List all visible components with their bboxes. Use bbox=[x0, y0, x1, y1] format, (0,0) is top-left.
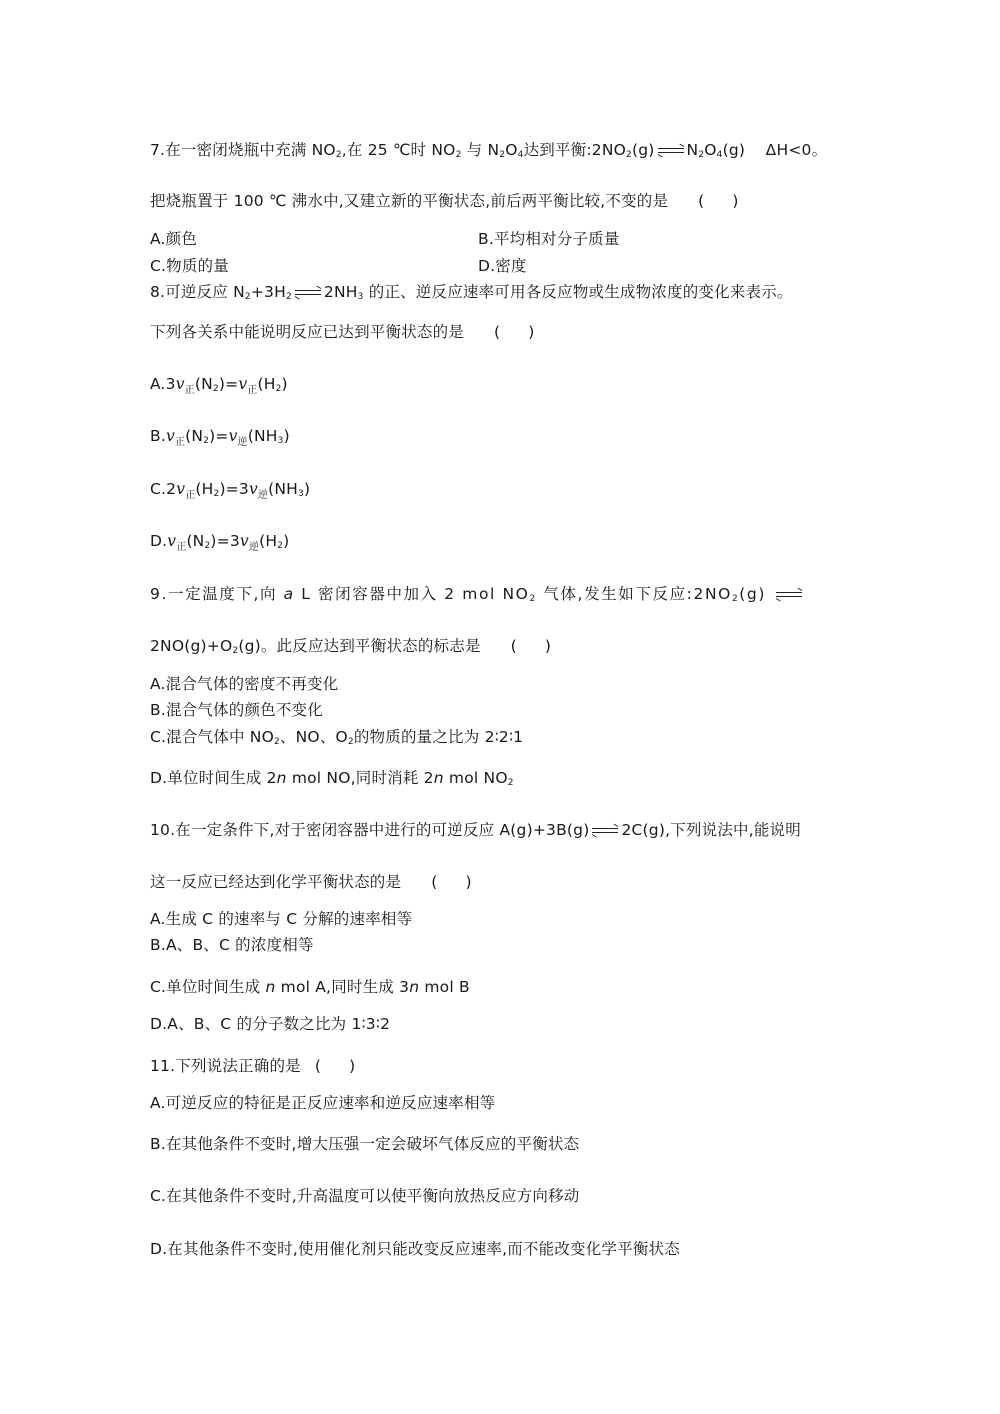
paren: ) bbox=[544, 637, 552, 655]
paren: ( bbox=[314, 1057, 322, 1075]
text: C.单位时间生成 bbox=[150, 978, 266, 996]
text: mol NO,同时消耗 2 bbox=[286, 769, 434, 787]
text: 2NO(g)+O bbox=[150, 637, 233, 655]
rate-symbol: v bbox=[165, 427, 175, 445]
subscript: 4 bbox=[517, 150, 524, 160]
q8-option-d[interactable] bbox=[150, 531, 289, 558]
text: D.A、B、C 的分子数之比为 1∶3∶2 bbox=[150, 1015, 391, 1033]
text: A.混合气体的密度不再变化 bbox=[150, 675, 339, 693]
text: (N bbox=[185, 427, 204, 445]
subscript: 2 bbox=[347, 737, 354, 747]
q9-stem-line1 bbox=[150, 584, 805, 609]
subscript: 3 bbox=[298, 489, 304, 499]
subscript: 2 bbox=[232, 646, 239, 656]
subscript: 2 bbox=[204, 541, 211, 551]
text: ) bbox=[283, 532, 290, 550]
equilibrium-arrow-icon bbox=[293, 288, 323, 298]
q7-stem-line1 bbox=[150, 140, 827, 165]
answer-blank[interactable] bbox=[698, 191, 739, 211]
q8-option-a[interactable] bbox=[150, 374, 288, 401]
subscript: 正 bbox=[247, 385, 258, 396]
text: (NH bbox=[247, 427, 278, 445]
text: ) bbox=[303, 480, 311, 498]
subscript: 2 bbox=[455, 150, 462, 160]
variable: n bbox=[433, 769, 444, 787]
text: 、NO、O bbox=[279, 728, 348, 746]
rate-symbol: v bbox=[176, 480, 186, 498]
q11-option-a[interactable] bbox=[150, 1093, 495, 1113]
equilibrium-arrow-icon bbox=[590, 826, 620, 836]
subscript: 逆 bbox=[248, 542, 260, 553]
text: A.生成 C 的速率与 C 分解的速率相等 bbox=[150, 910, 413, 928]
q10-option-b[interactable] bbox=[150, 935, 314, 955]
subscript: 2 bbox=[213, 489, 220, 499]
answer-blank[interactable] bbox=[494, 322, 535, 342]
subscript: 逆 bbox=[237, 437, 248, 448]
subscript: 正 bbox=[174, 437, 186, 448]
text: D.在其他条件不变时,使用催化剂只能改变反应速率,而不能改变化学平衡状态 bbox=[150, 1240, 680, 1258]
text: 与 N bbox=[461, 141, 500, 159]
subscript: 正 bbox=[184, 385, 195, 396]
paren: ( bbox=[494, 323, 501, 341]
text: 的正、逆反应速率可用各反应物或生成物浓度的变化来表示。 bbox=[363, 283, 793, 301]
text: 8.可逆反应 N bbox=[150, 283, 245, 301]
subscript: 2 bbox=[626, 150, 632, 160]
q8-option-b[interactable] bbox=[150, 426, 290, 453]
text: (g)。此反应达到平衡状态的标志是 bbox=[238, 637, 481, 655]
q10-option-d[interactable] bbox=[150, 1014, 390, 1034]
variable: n bbox=[265, 978, 276, 996]
text: B. bbox=[150, 427, 166, 445]
text: C.在其他条件不变时,升高温度可以使平衡向放热反应方向移动 bbox=[150, 1187, 580, 1205]
rate-symbol: v bbox=[239, 532, 249, 550]
text: (N bbox=[186, 532, 205, 550]
q7-option-c[interactable]: C.物质的量 bbox=[150, 257, 229, 275]
paren: ) bbox=[528, 323, 535, 341]
text: )= bbox=[209, 427, 229, 445]
paren: ( bbox=[698, 192, 705, 210]
text: )=3 bbox=[219, 480, 249, 498]
paren: ) bbox=[349, 1057, 356, 1075]
text: D.单位时间生成 2 bbox=[150, 769, 277, 787]
paren: ) bbox=[465, 873, 472, 891]
text: 9.一定温度下,向 bbox=[150, 585, 284, 603]
text: A.3 bbox=[150, 375, 176, 393]
text: ) bbox=[283, 427, 290, 445]
subscript: 2 bbox=[273, 737, 280, 747]
subscript: 2 bbox=[212, 384, 219, 394]
subscript: 2 bbox=[731, 594, 740, 604]
text: (g) bbox=[631, 141, 655, 159]
q11-option-c[interactable] bbox=[150, 1186, 579, 1206]
text: O bbox=[505, 141, 518, 159]
text: 2NH bbox=[323, 283, 358, 301]
text: (N bbox=[194, 375, 213, 393]
q11-option-d[interactable] bbox=[150, 1239, 680, 1259]
q7-option-b[interactable]: B.平均相对分子质量 bbox=[478, 230, 620, 248]
subscript: 2 bbox=[285, 292, 292, 302]
paren: ( bbox=[510, 637, 517, 655]
q9-stem-line2 bbox=[150, 636, 551, 661]
rate-symbol: v bbox=[248, 480, 258, 498]
text: 这一反应已经达到化学平衡状态的是 bbox=[150, 873, 402, 891]
rate-symbol: v bbox=[167, 532, 177, 550]
text: )= bbox=[218, 375, 239, 393]
subscript: 2 bbox=[244, 292, 251, 302]
q7-stem-line2 bbox=[150, 191, 739, 211]
text: 7.在一密闭烧瓶中充满 NO bbox=[150, 141, 336, 159]
subscript: 逆 bbox=[257, 490, 269, 501]
rate-symbol: v bbox=[175, 375, 185, 393]
q9-option-b[interactable] bbox=[150, 700, 323, 720]
paren: ( bbox=[431, 873, 438, 891]
subscript: 2 bbox=[203, 436, 210, 446]
text: +3H bbox=[250, 283, 286, 301]
q9-option-c[interactable] bbox=[150, 727, 523, 752]
text: C.混合气体中 NO bbox=[150, 728, 274, 746]
q9-option-a[interactable] bbox=[150, 674, 338, 694]
equilibrium-arrow-icon bbox=[774, 590, 804, 600]
text: C.2 bbox=[150, 480, 177, 498]
text: O bbox=[704, 141, 717, 159]
text: L 密闭容器中加入 2 mol NO bbox=[294, 585, 530, 603]
answer-blank[interactable] bbox=[431, 872, 472, 892]
q9-option-d[interactable] bbox=[150, 768, 514, 793]
q11-stem bbox=[150, 1056, 355, 1076]
subscript: 正 bbox=[185, 490, 196, 501]
subscript: 2 bbox=[529, 594, 537, 604]
subscript: 2 bbox=[335, 150, 342, 160]
q11-option-b[interactable] bbox=[150, 1134, 579, 1154]
text: 的物质的量之比为 2∶2∶1 bbox=[353, 728, 524, 746]
q8-stem-line1 bbox=[150, 282, 793, 307]
text: N bbox=[686, 141, 699, 159]
subscript: 2 bbox=[275, 384, 282, 394]
equilibrium-arrow-icon bbox=[656, 146, 686, 156]
text: (g) bbox=[722, 141, 746, 159]
rate-symbol: v bbox=[228, 427, 238, 445]
text: (H bbox=[257, 375, 276, 393]
subscript: 3 bbox=[277, 436, 284, 446]
text: 气体,发生如下反应:2NO bbox=[536, 585, 732, 603]
text: B.在其他条件不变时,增大压强一定会破坏气体反应的平衡状态 bbox=[150, 1135, 580, 1153]
subscript: 2 bbox=[507, 778, 514, 788]
text: 达到平衡:2NO bbox=[523, 141, 627, 159]
text: 把烧瓶置于 100 ℃ 沸水中,又建立新的平衡状态,前后两平衡比较,不变的是 bbox=[150, 192, 669, 210]
q10-option-c[interactable] bbox=[150, 977, 470, 997]
q8-stem-line2 bbox=[150, 322, 535, 342]
answer-blank[interactable] bbox=[315, 1056, 356, 1076]
text: mol NO bbox=[443, 769, 508, 787]
variable: n bbox=[276, 769, 287, 787]
text: (H bbox=[195, 480, 214, 498]
subscript: 3 bbox=[357, 292, 364, 302]
subscript: 4 bbox=[716, 150, 723, 160]
text: ) bbox=[281, 375, 288, 393]
q8-option-c[interactable] bbox=[150, 479, 310, 506]
text: 2C(g),下列说法中,能说明 bbox=[621, 821, 801, 839]
subscript: 2 bbox=[499, 150, 506, 160]
text: mol B bbox=[419, 978, 470, 996]
subscript: 正 bbox=[176, 542, 187, 553]
text: (NH bbox=[268, 480, 299, 498]
text: 下列各关系中能说明反应已达到平衡状态的是 bbox=[150, 323, 465, 341]
text: mol A,同时生成 3 bbox=[275, 978, 410, 996]
answer-blank[interactable] bbox=[511, 636, 552, 656]
enthalpy-condition: ΔH<0。 bbox=[765, 141, 828, 159]
text: A.可逆反应的特征是正反应速率和逆反应速率相等 bbox=[150, 1094, 496, 1112]
text: B.A、B、C 的浓度相等 bbox=[150, 936, 314, 954]
text: 11.下列说法正确的是 bbox=[150, 1057, 301, 1075]
q10-stem-line2 bbox=[150, 872, 472, 892]
text: B.混合气体的颜色不变化 bbox=[150, 701, 323, 719]
q7-options-row1 bbox=[150, 229, 620, 249]
q7-option-d[interactable]: D.密度 bbox=[478, 257, 527, 275]
q10-option-a[interactable] bbox=[150, 909, 412, 929]
q10-stem-line1 bbox=[150, 820, 801, 840]
text: D. bbox=[150, 532, 168, 550]
text: 10.在一定条件下,对于密闭容器中进行的可逆反应 A(g)+3B(g) bbox=[150, 821, 590, 839]
text: (g) bbox=[739, 585, 767, 603]
text: )=3 bbox=[210, 532, 240, 550]
variable: n bbox=[409, 978, 420, 996]
q7-options-row2 bbox=[150, 256, 527, 276]
q7-option-a[interactable]: A.颜色 bbox=[150, 230, 198, 248]
variable: a bbox=[283, 585, 295, 603]
text: (H bbox=[259, 532, 278, 550]
subscript: 2 bbox=[698, 150, 705, 160]
paren: ) bbox=[732, 192, 739, 210]
rate-symbol: v bbox=[238, 375, 248, 393]
text: ,在 25 ℃时 NO bbox=[341, 141, 456, 159]
subscript: 2 bbox=[277, 541, 284, 551]
